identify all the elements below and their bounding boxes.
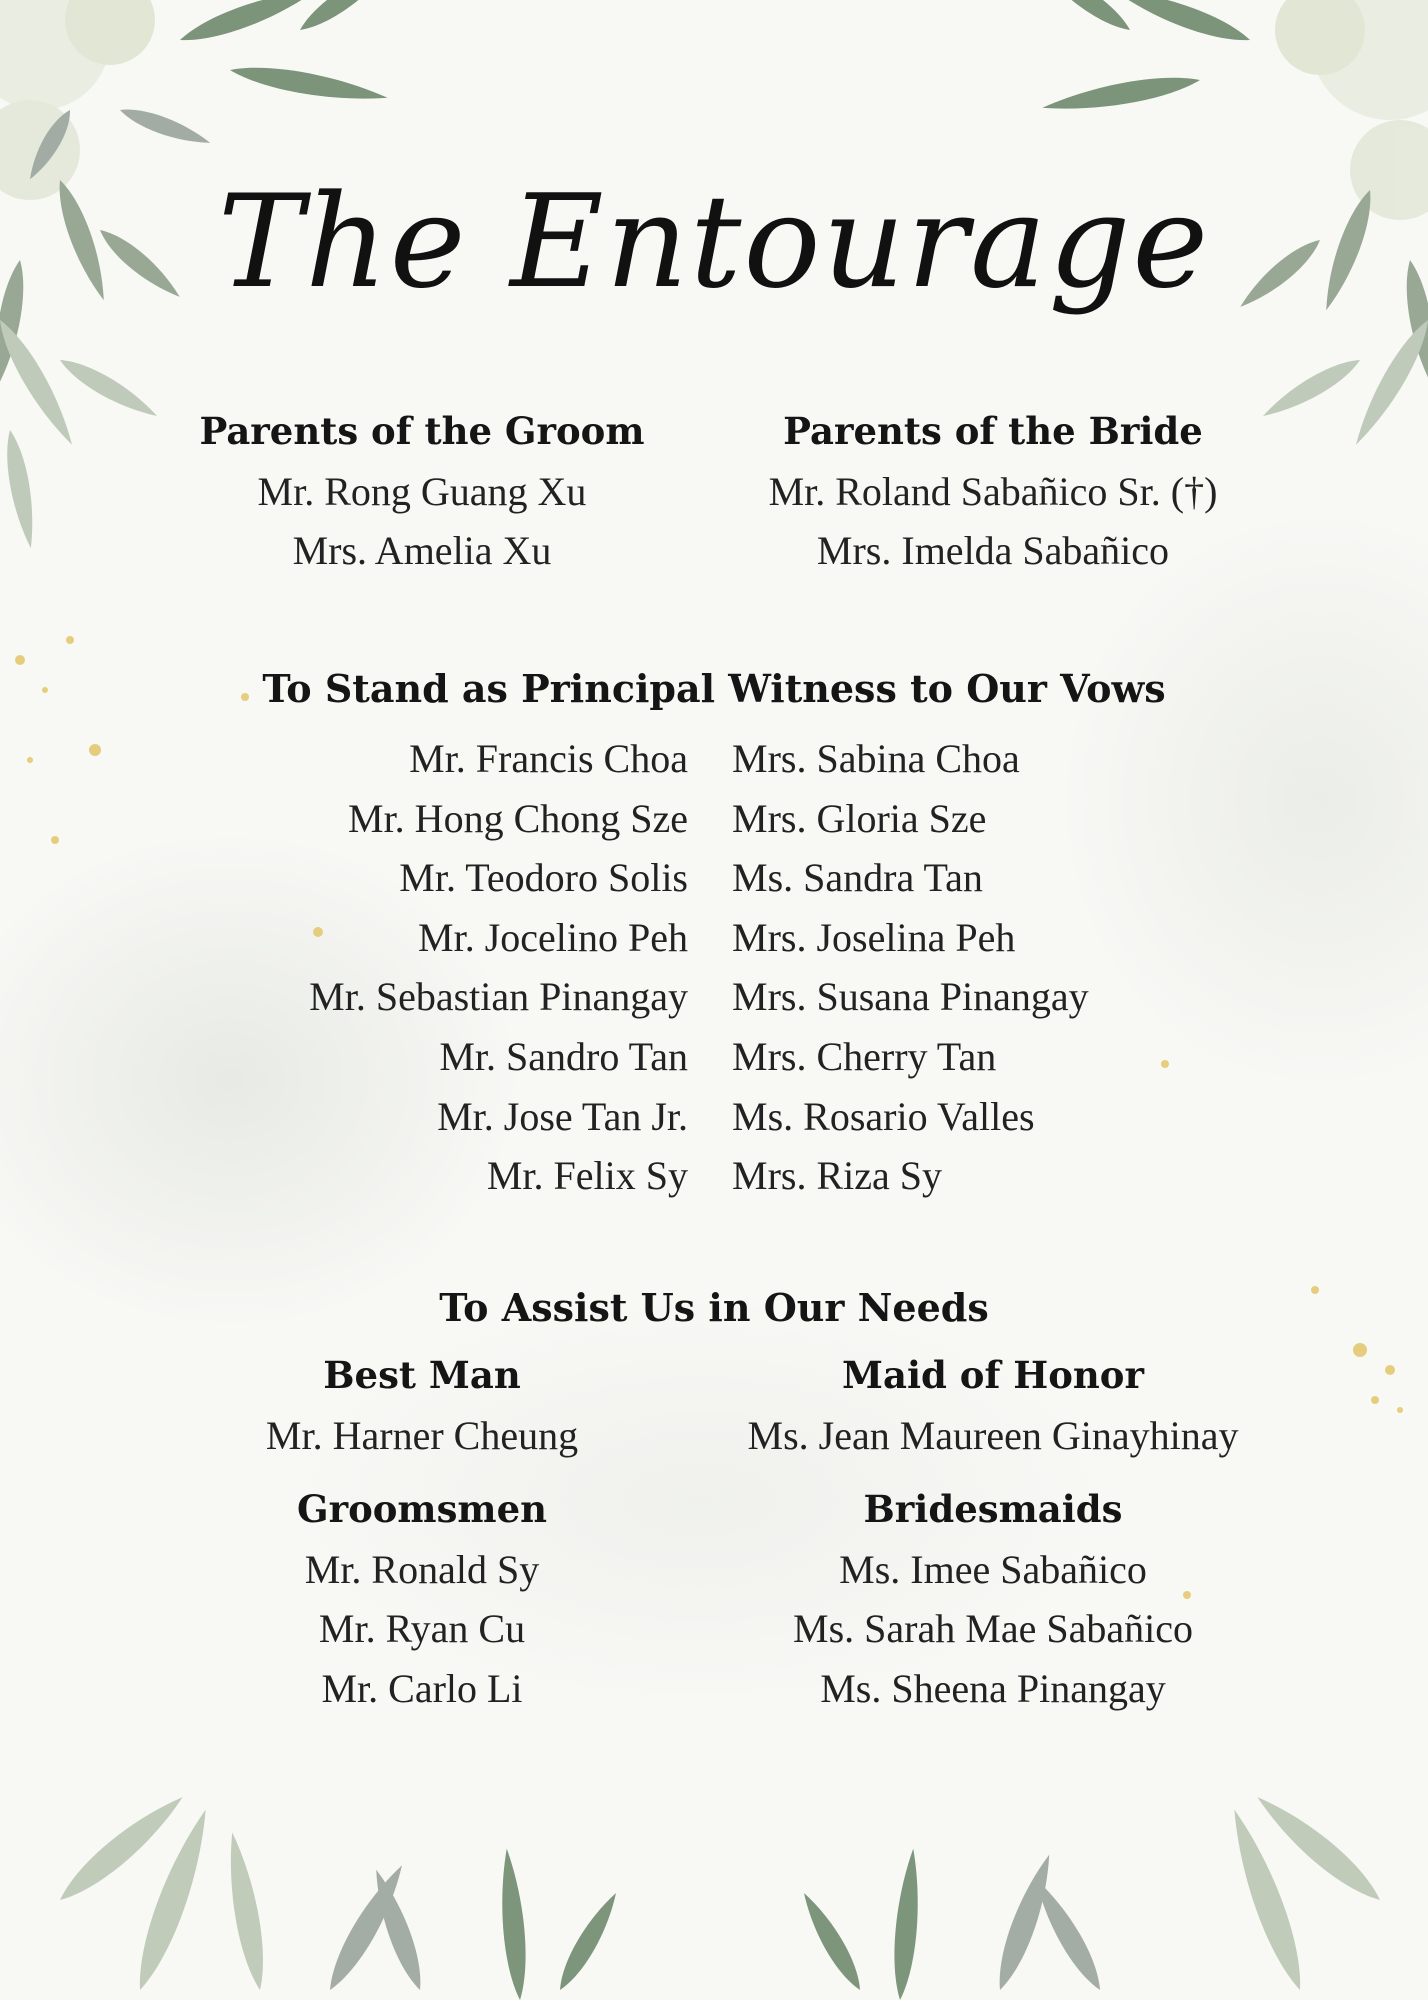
- witness-name: Mr. Felix Sy: [486, 1153, 688, 1199]
- groomsmen-heading: Groomsmen: [296, 1487, 548, 1531]
- bride-parents-heading: Parents of the Bride: [783, 409, 1203, 453]
- witness-name: Mr. Jocelino Peh: [418, 914, 688, 960]
- bottom-foliage: [52, 1788, 1388, 2000]
- best-man-name: Mr. Harner Cheung: [265, 1412, 579, 1458]
- witnesses-heading: To Stand as Principal Witness to Our Vows: [262, 666, 1166, 711]
- groomsman-name: Mr. Ryan Cu: [318, 1606, 526, 1652]
- maid-of-honor-heading: Maid of Honor: [842, 1353, 1144, 1397]
- witness-name: Mr. Hong Chong Sze: [348, 795, 688, 841]
- witness-name: Mr. Jose Tan Jr.: [437, 1093, 688, 1139]
- bridesmaid-name: Ms. Sheena Pinangay: [820, 1665, 1166, 1711]
- witness-name: Mrs. Gloria Sze: [732, 795, 987, 841]
- witnesses-men-list: [309, 729, 688, 1206]
- assist-heading: To Assist Us in Our Needs: [439, 1285, 989, 1330]
- groom-parents: [172, 402, 672, 581]
- bridesmaid-name: Ms. Imee Sabañico: [839, 1546, 1147, 1592]
- bride-parent-name: Mr. Roland Sabañico Sr. (†): [768, 468, 1218, 514]
- witness-name: Mrs. Susana Pinangay: [732, 974, 1089, 1020]
- witness-name: Mrs. Cherry Tan: [732, 1033, 997, 1079]
- witness-name: Mrs. Sabina Choa: [732, 736, 1020, 781]
- bridesmaid-name: Ms. Sarah Mae Sabañico: [793, 1606, 1193, 1652]
- groom-parent-name: Mrs. Amelia Xu: [292, 528, 552, 574]
- witness-name: Mrs. Riza Sy: [732, 1153, 942, 1199]
- bridesmaids-section: [693, 1480, 1293, 1718]
- groom-parents-heading: Parents of the Groom: [199, 409, 645, 453]
- groomsman-name: Mr. Ronald Sy: [304, 1546, 540, 1592]
- witness-name: Ms. Rosario Valles: [732, 1093, 1035, 1139]
- witness-name: Mrs. Joselina Peh: [732, 914, 1016, 960]
- groomsmen-section: [172, 1480, 672, 1718]
- best-man-section: [172, 1346, 672, 1465]
- maid-of-honor-section: [693, 1346, 1293, 1465]
- best-man-heading: Best Man: [323, 1353, 521, 1397]
- witness-name: Mr. Sandro Tan: [439, 1033, 688, 1079]
- groom-parent-name: Mr. Rong Guang Xu: [257, 468, 587, 514]
- bride-parents: [693, 402, 1293, 581]
- page-title: The Entourage: [217, 168, 1211, 317]
- maid-of-honor-name: Ms. Jean Maureen Ginayhinay: [747, 1412, 1239, 1458]
- groomsman-name: Mr. Carlo Li: [321, 1665, 523, 1711]
- witnesses-women-list: [732, 729, 1089, 1206]
- bride-parent-name: Mrs. Imelda Sabañico: [816, 528, 1170, 574]
- bridesmaids-heading: Bridesmaids: [863, 1487, 1123, 1531]
- witness-name: Mr. Sebastian Pinangay: [309, 974, 688, 1020]
- witness-name: Ms. Sandra Tan: [732, 855, 983, 901]
- witness-name: Mr. Teodoro Solis: [399, 855, 688, 901]
- witness-name: Mr. Francis Choa: [409, 736, 688, 781]
